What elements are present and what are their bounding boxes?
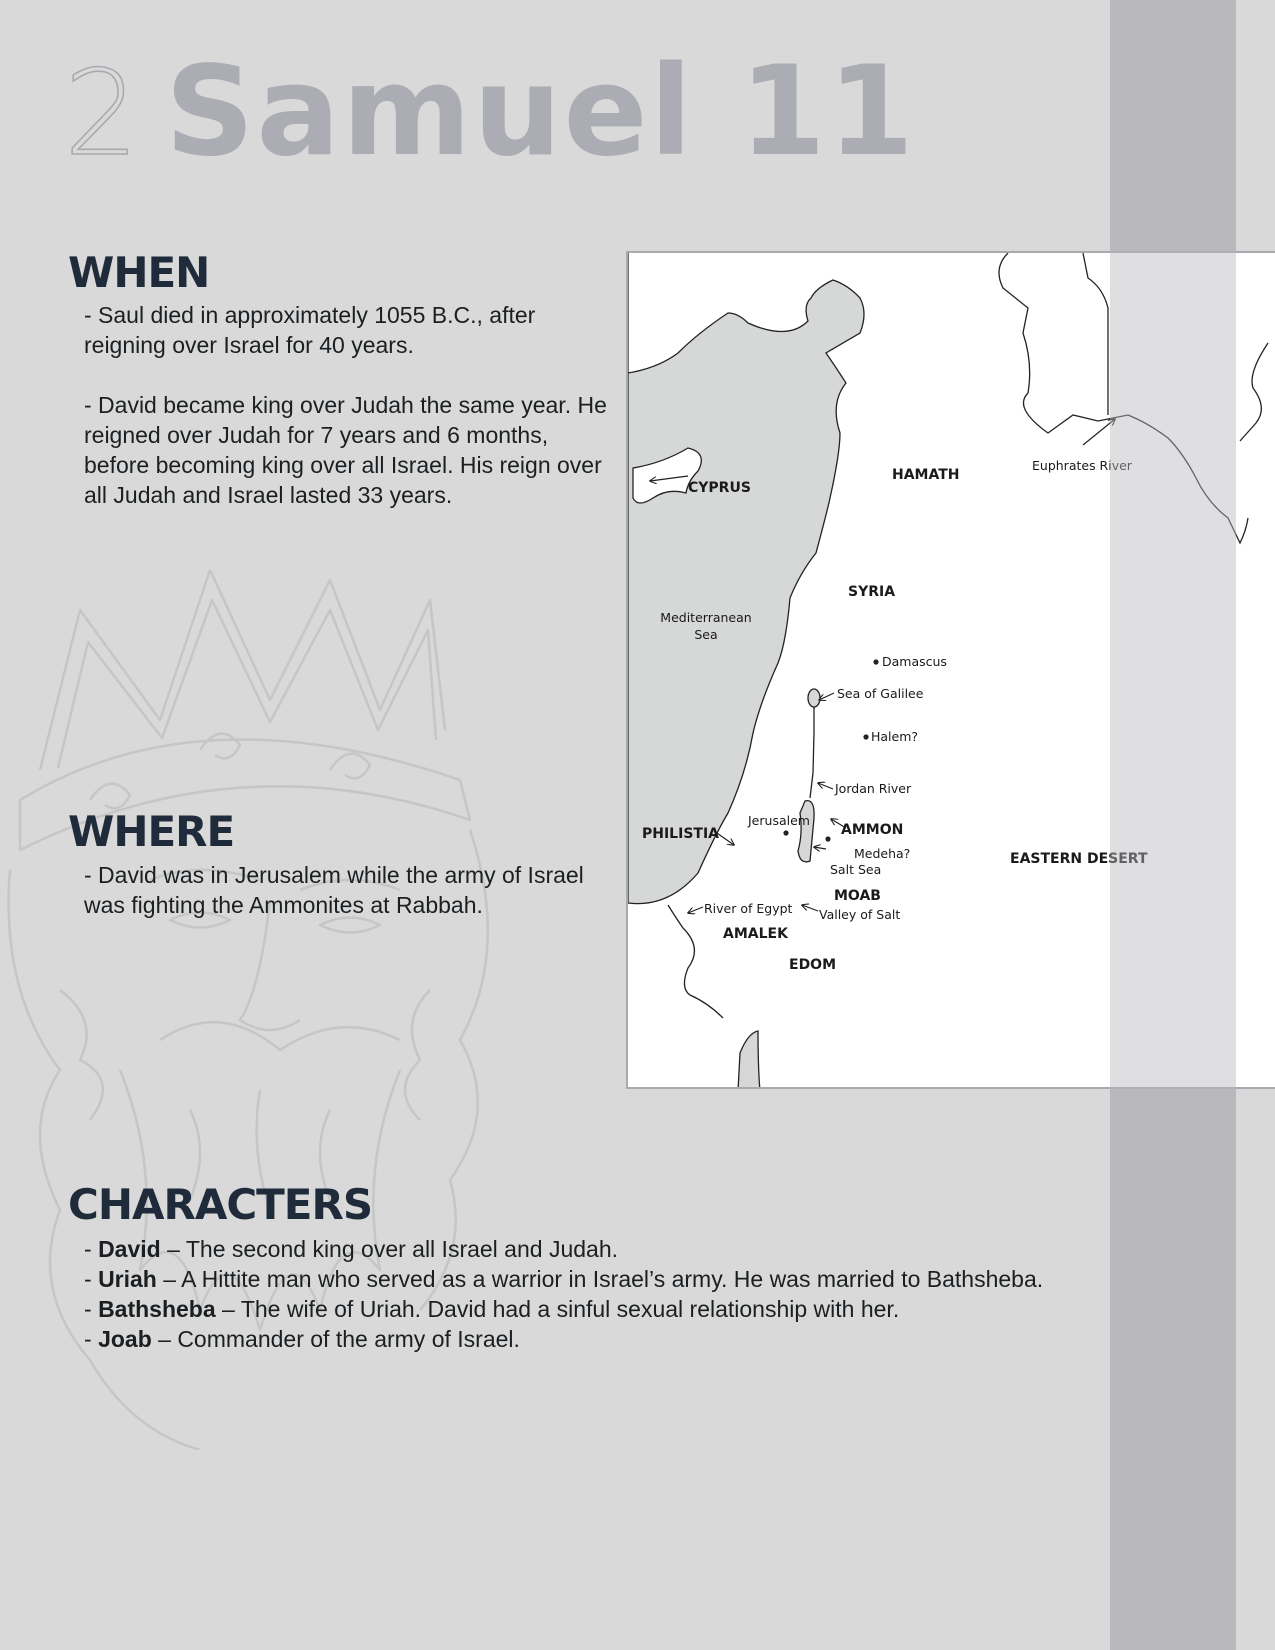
- character-name: David: [98, 1236, 161, 1262]
- book-name: Samuel 11: [165, 40, 916, 184]
- label-ammon: AMMON: [841, 822, 904, 838]
- character-item: - Joab – Commander of the army of Israel.: [84, 1326, 520, 1352]
- sea-of-galilee-shape: [808, 689, 820, 707]
- where-text: [84, 860, 604, 950]
- label-damascus: Damascus: [882, 654, 947, 669]
- label-sea: Sea: [694, 627, 718, 642]
- character-name: Joab: [98, 1326, 152, 1352]
- label-sea-of-galilee: Sea of Galilee: [837, 686, 924, 701]
- halem-dot: [863, 734, 868, 739]
- character-item: - Uriah – A Hittite man who served as a warrior in Israel’s army. He was married to Bathsheba.: [84, 1266, 1044, 1292]
- label-mediterranean: Mediterranean: [660, 610, 752, 625]
- damascus-dot: [873, 659, 878, 664]
- label-river-of-egypt: River of Egypt: [704, 901, 793, 916]
- character-item: - Bathsheba – The wife of Uriah. David had a sinful sexual relationship with her.: [84, 1296, 900, 1322]
- character-name: Uriah: [98, 1266, 157, 1292]
- label-euphrates: Euphrates River: [1032, 458, 1132, 473]
- when-paragraph: - Saul died in approximately 1055 B.C., after reigning over Israel for 40 years.: [84, 302, 536, 358]
- label-halem: Halem?: [871, 729, 919, 744]
- jerusalem-dot: [783, 830, 788, 835]
- salt-sea-shape: [798, 801, 814, 862]
- label-jordan-river: Jordan River: [835, 781, 912, 796]
- character-item: - David – The second king over all Israel and Judah.: [84, 1236, 619, 1262]
- mediterranean-sea-shape: [628, 253, 864, 904]
- when-paragraph: - David became king over Judah the same year. He reigned over Judah for 7 years and 6 months, before becoming king over all Israel. His reign over all Judah and Israel lasted 33 years.: [84, 392, 607, 508]
- book-number: 2: [64, 44, 140, 182]
- when-text: [84, 300, 614, 540]
- label-valley-of-salt: Valley of Salt: [819, 907, 901, 922]
- when-heading: WHEN: [68, 248, 210, 297]
- where-paragraph: - David was in Jerusalem while the army of Israel was fighting the Ammonites at Rabbah.: [84, 862, 584, 918]
- label-moab: MOAB: [834, 888, 881, 904]
- label-eastern-desert: EASTERN DESERT: [1010, 851, 1148, 867]
- label-medeha: Medeha?: [854, 846, 911, 861]
- label-syria: SYRIA: [848, 584, 896, 600]
- characters-heading: CHARACTERS: [68, 1180, 373, 1229]
- label-amalek: AMALEK: [723, 926, 788, 942]
- medeha-dot: [825, 836, 830, 841]
- where-heading: WHERE: [68, 807, 235, 856]
- label-jerusalem: Jerusalem: [748, 813, 810, 828]
- stripe-overlay: [1110, 251, 1236, 1089]
- characters-list: [84, 1234, 1164, 1354]
- page-title: [64, 40, 916, 190]
- label-philistia: PHILISTIA: [642, 826, 719, 842]
- label-edom: EDOM: [789, 957, 837, 973]
- label-cyprus: CYPRUS: [688, 480, 751, 496]
- character-name: Bathsheba: [98, 1296, 216, 1322]
- label-salt-sea: Salt Sea: [830, 862, 882, 877]
- label-hamath: HAMATH: [892, 467, 960, 483]
